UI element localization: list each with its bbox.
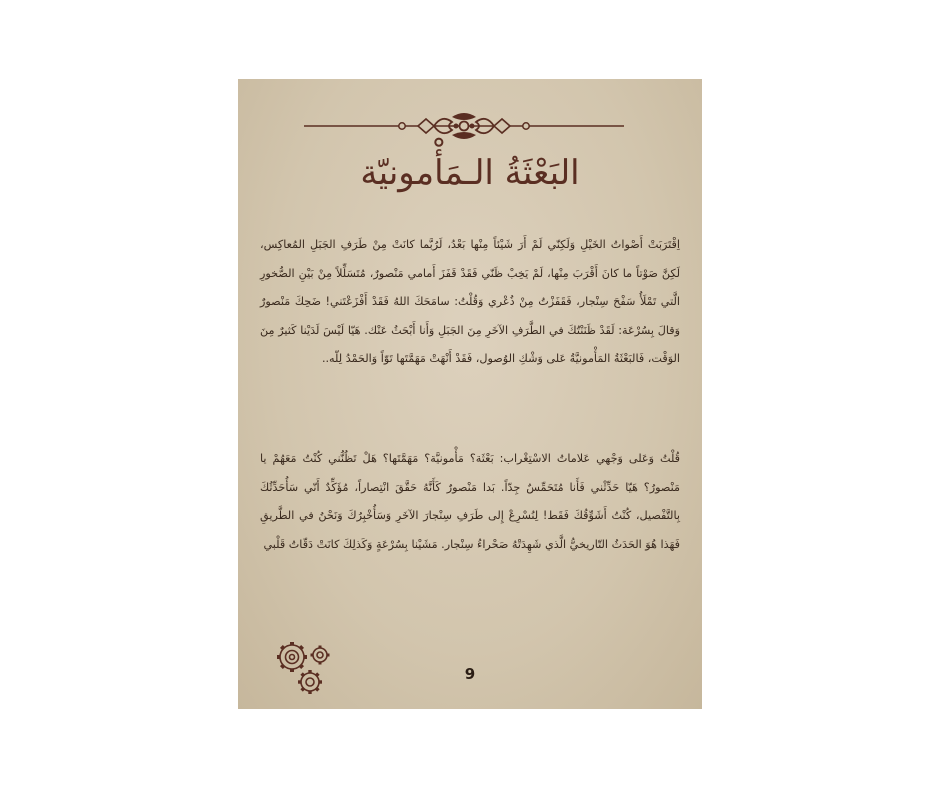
book-page	[238, 79, 702, 709]
ornament-divider-icon	[304, 109, 624, 139]
paragraph-1: اِقْتَرَبَتْ أَصْواتُ الخَيْلِ وَلَكِنّي لَمْ أَرَ شَيْئاً مِنْها بَعْدُ، لَرُبَّما كانَتْ مِنْ طَرَفِ الجَبَلِ المُعاكِس، لَكِنَّ صَوْتاً ما كانَ أَقْرَبَ مِنْها، لَمْ يَخِبْ ظَنّي فَقَدْ قَفَزَ أَمامي مَنْصورٌ، مُتَسَلِّلاً مِنْ بَيْنِ الصُّخورِ الَّتي تَمْلَأُ سَفْحَ سِنْجار، فَقَفَزْتُ مِنْ ذُعْري وَقُلْتُ: سامَحَكَ اللهُ فَقَدْ أَفْزَعْتَني! ضَحِكَ مَنْصورٌ وَقالَ بِسُرْعَة: لَقَدْ ظَنَنْتُكَ في الطَّرَفِ الآخَرِ مِنَ الجَبَلِ وَأَنا أَبْحَثُ عَنْك. هَيّا لَيْسَ لَدَيْنا كَثيرٌ مِنَ الوَقْت، فَالبَعْثَةُ المَأْمونيَّةُ عَلى وَشْكِ الوُصول، فَقَدْ أَنْهَتْ مَهَمَّتَها تَوّاً وَالحَمْدُ لِلّه..	[260, 238, 680, 366]
gears-icon	[270, 631, 340, 701]
paragraph-2: قُلْتُ وَعَلى وَجْهي عَلاماتُ الاسْتِغْراب: بَعْثَة؟ مَأْمونيَّة؟ مَهَمَّتَها؟ هَلْ تَظُنُّني كُنْتُ مَعَهُمْ يا مَنْصورُ؟ هَيّا حَدِّثْني فَأَنا مُتَحَمِّسٌ جِدّاً. بَدا مَنْصورٌ كَأَنَّهُ حَقَّقَ انْتِصاراً، مُؤَكِّدٌ أَنّي سَأُحَدِّثُكَ بِالتَّفْصيل، كُنْتُ أَشَوِّقُكَ فَقَط! لِنُسْرِعْ إِلى طَرَفِ سِنْجارَ الآخَرِ وَسَأُخْبِرُكَ وَنَحْنُ في الطَّريقِ فَهَذا هُوَ الحَدَثُ التّاريخيُّ الَّذي شَهِدَتْهُ صَحْراءُ سِنْجار. مَشَيْنا بِسُرْعَةٍ وَكَذلِكَ كانَتْ دَقّاتُ قَلْبي	[260, 452, 680, 551]
chapter-title: البَعْثَةُ الـمَأْمونيّة	[360, 153, 580, 193]
page-number: 9	[464, 665, 476, 683]
